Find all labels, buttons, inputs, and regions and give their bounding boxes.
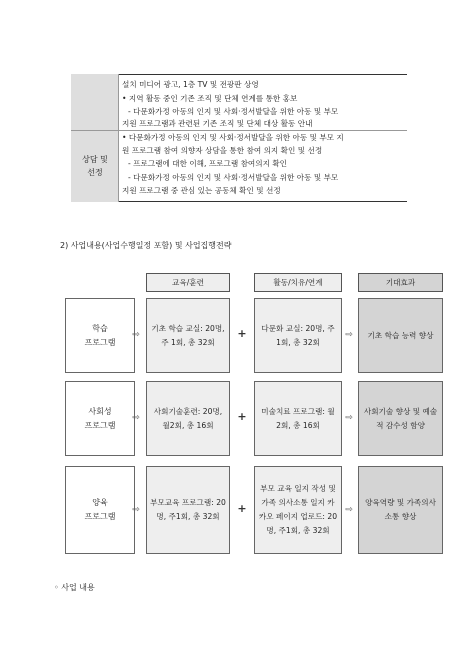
- plus-icon: +: [237, 327, 247, 340]
- header-education-label: 교육/훈련: [172, 278, 204, 287]
- table-text-line: 설치 미디어 광고, 1층 TV 및 전광판 상영: [122, 80, 259, 89]
- cell-education: [146, 298, 230, 373]
- arrow-icon: ⇨: [345, 505, 353, 515]
- cell-effect: [358, 466, 443, 554]
- table-text-line: - 프로그램에 대한 이해, 프로그램 참여의지 확인: [128, 159, 288, 168]
- table-divider: [119, 130, 407, 131]
- table-text-line: - 다문화가정 아동의 인지 및 사회·정서발달을 위한 아동 및 부모: [128, 173, 339, 182]
- arrow-icon: ⇨: [345, 330, 353, 340]
- cell-text: 부모 교육 일지 작성 및 가족 의사소통 일지 카카오 페이지 업로드: 20명, 주1회, 총 32회: [258, 484, 338, 535]
- table-text-line: 지원 프로그램 중 관심 있는 공동체 확인 및 선정: [122, 186, 281, 195]
- arrow-icon: ⇨: [345, 413, 353, 423]
- row-label-line: 학습: [92, 323, 108, 333]
- row-label-social: [65, 381, 135, 456]
- table-text-line: • 지역 활동 중인 기존 조직 및 단체 연계를 통한 홍보: [122, 94, 298, 103]
- row-label-line: 프로그램: [84, 512, 116, 521]
- arrow-icon: ⇨: [132, 330, 140, 340]
- table-label-cell-consult: [71, 130, 119, 202]
- header-activity: [254, 273, 342, 292]
- table-text-line: 원 프로그램 참여 의향자 상담을 통한 참여 의지 확인 및 선정: [122, 146, 323, 155]
- cell-effect: [358, 298, 443, 373]
- row-label-line: 양육: [92, 498, 108, 507]
- cell-activity: [254, 381, 342, 456]
- table-label-line: 선정: [87, 168, 103, 177]
- cell-activity: [254, 298, 342, 373]
- section-title: 2) 사업내용(사업수행일정 포함) 및 사업집행전략: [60, 241, 232, 250]
- cell-text: 사회기술 향상 및 예술적 감수성 함양: [363, 406, 438, 430]
- cell-education: [146, 381, 230, 456]
- header-education: [146, 273, 230, 292]
- plus-icon: +: [237, 410, 247, 423]
- table-text-line: - 다문화가정 아동의 인지 및 사회·정서발달을 위한 아동 및 부모: [128, 107, 339, 116]
- header-effect: [358, 273, 443, 292]
- header-effect-label: 기대효과: [385, 278, 416, 287]
- row-label-line: 사회성: [88, 406, 112, 416]
- table-text-line: • 다문화가정 아동의 인지 및 사회·정서발달을 위한 아동 및 부모 지: [122, 133, 344, 142]
- cell-education: [146, 466, 230, 554]
- row-label-line: 프로그램: [84, 337, 116, 347]
- table-label-cell: [71, 74, 119, 130]
- arrow-icon: ⇨: [132, 413, 140, 423]
- table-text-line: 지원 프로그램과 관련된 기존 조직 및 단체 대상 활동 안내: [122, 119, 313, 128]
- cell-text: 미술치료 프로그램: 월 2회, 총 16회: [261, 406, 335, 430]
- header-activity-label: 활동/치유/연계: [273, 278, 323, 287]
- cell-text: 기초 학습 교실: 20명, 주 1회, 총 32회: [151, 323, 225, 347]
- table-label-line: 상담 및: [82, 155, 108, 164]
- cell-activity: [254, 466, 342, 554]
- cell-text: 사회기술훈련: 20명, 월2회, 총 16회: [153, 406, 223, 430]
- cell-text: 양육역량 및 가족의사소통 향상: [365, 498, 436, 521]
- row-label-parenting: [65, 466, 135, 554]
- row-label-learning: [65, 298, 135, 373]
- row-label-line: 프로그램: [84, 420, 116, 430]
- arrow-icon: ⇨: [132, 505, 140, 515]
- business-content-bullet: ◦ 사업 내용: [54, 583, 95, 592]
- cell-text: 다문화 교실: 20명, 주 1회, 총 32회: [261, 323, 335, 347]
- plus-icon: +: [237, 502, 247, 515]
- cell-effect: [358, 381, 443, 456]
- cell-text: 기초 학습 능력 향상: [367, 330, 434, 340]
- cell-text: 부모교육 프로그램: 20명, 주1회, 총 32회: [150, 498, 226, 521]
